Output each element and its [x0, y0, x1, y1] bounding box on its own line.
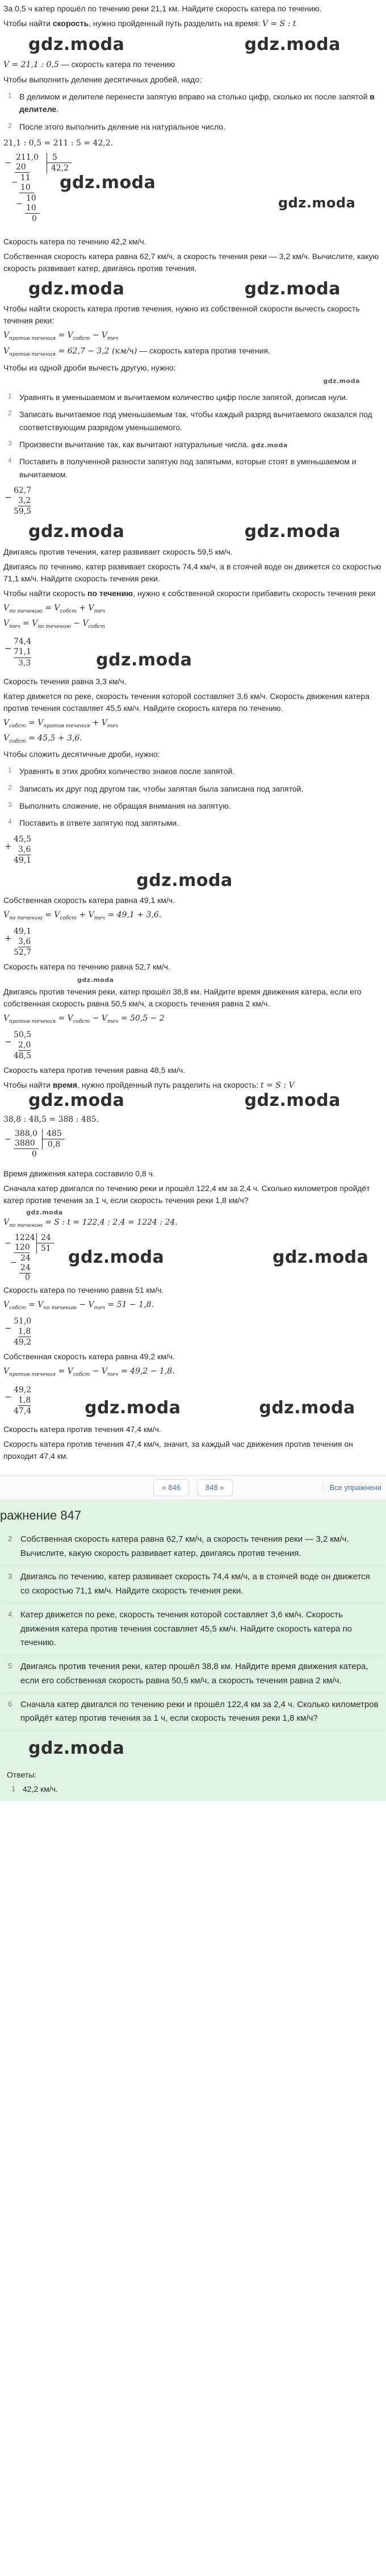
result-6b: Собственная скорость катера равна 49,2 км/ч. — [3, 1352, 175, 1362]
task-4-text: Катер движется по реке, скорость течения которой составляет 3,6 км/ч. Скорость движения катера против течения составляет 45,5 км/ч. Найдите скорость катера по течению. — [3, 691, 370, 713]
list-item: 4 Поставить в ответе запятую под запятыми. — [8, 818, 179, 828]
division-intro: Чтобы выполнить деление десятичных дробей, надо: — [3, 75, 202, 84]
calc-4: $V_{собст} = 45,5 + 3,6$. — [3, 733, 82, 744]
result-2: Двигаясь против течения, катер развивает скорость 59,5 км/ч. — [3, 547, 233, 556]
list-item: 2 Записать вычитаемое под уменьшаемым так, чтобы каждый разряд вычитаемого оказался под соответствующим разрядом уменьшаемого. — [8, 409, 372, 432]
watermark: gdz.moda — [244, 522, 341, 542]
calc-8: $V_{по течению} = S$ : t = 122,4 : 2,4 = 1224 : 24. — [3, 1218, 178, 1229]
list-item: 3 Двигаясь по течению, катер развивает скорость 74,4 км/ч, а в стоячей воде он движется со скоростью 71,1 км/ч. Найдите скорость течения реки. — [3, 1566, 383, 1604]
add-intro: Чтобы сложить десятичные дроби, нужно: — [3, 750, 160, 759]
calc-1: V = 21,1 : 0,5 — скорость катера по течению — [3, 60, 175, 69]
column-subtraction-4: − 51,0 1,8 49,2 — [5, 1316, 32, 1347]
task-6-text: Сначала катер двигался по течению реки и прошёл 122,4 км за 2,4 ч. Сколько километров пройдёт катер против течения за 1 ч, если скорость течения реки 1,8 км/ч? — [3, 1184, 370, 1205]
column-addition-1: + 45,5 3,6 49,1 — [5, 834, 32, 865]
answers — [3, 1761, 383, 1795]
long-division-2: − 388,0 3880 0 485 0,8 — [3, 1129, 383, 1164]
add-steps — [3, 765, 383, 830]
result-5b: Время движения катера составило 0,8 ч. — [3, 1169, 155, 1179]
division-steps — [3, 90, 383, 133]
column-subtraction-1: − 62,7 3,2 59,5 — [5, 486, 32, 517]
answer-1: 1 42,2 км/ч. — [11, 1784, 58, 1794]
watermark: gdz.moda — [272, 1247, 369, 1268]
subtract-steps — [3, 391, 383, 481]
result-1: Скорость катера по течению 42,2 км/ч. — [3, 237, 146, 247]
calc-3: $V_{против течения} = 62,7 - 3,2$ (км/ч) — скорость катера против течения. — [3, 346, 270, 358]
column-subtraction-5: − 49,2 1,8 47,4 — [5, 1385, 32, 1416]
watermark: gdz.moda — [68, 1247, 165, 1268]
exercise-nav — [0, 1475, 386, 1500]
result-5a: Скорость катера против течения равна 48,5 км/ч. — [3, 1066, 186, 1075]
watermark: gdz.moda — [278, 195, 356, 211]
column-addition-2: + 49,1 3,6 52,7 — [5, 926, 32, 958]
result-6d: Скорость катера против течения 47,4 км/ч, значит, за каждый час движения против течения он проходит 47,4 км. — [3, 1439, 353, 1460]
column-subtraction-3: − 50,5 2,0 48,5 — [5, 1030, 32, 1060]
all-exercises-link[interactable]: Все упражнени — [323, 1482, 381, 1493]
list-item: 2 Записать их друг под другом так, чтобы запятая была записана под запятой. — [8, 783, 304, 793]
next-exercise-button[interactable]: 848 » — [197, 1479, 233, 1496]
formula-3b: $V_{теч} = V_{по течению} - V_{собст}$ — [3, 618, 106, 630]
watermark: gdz.moda — [26, 1209, 63, 1217]
list-item: 3 Произвести вычитание так, как вычитают натуральные числа. gdz.moda — [8, 439, 288, 449]
calc-7: 38,8 : 48,5 = 388 : 485. — [3, 1115, 99, 1125]
column-subtraction-2: − 74,4 71,1 3,3 — [5, 637, 32, 668]
result-4a: Собственная скорость катера равна 49,1 км/ч. — [3, 896, 175, 905]
long-division-1: − 211,0 20 − 11 10 − 10 10 0 5 42,2 gdz.moda gdz.moda — [5, 153, 356, 224]
solution — [0, 3, 386, 1471]
answers-label: Ответы: — [7, 1770, 37, 1780]
formula-4a: $V_{собст} = V_{против течения} + V_{теч}$ — [3, 718, 119, 729]
watermark: gdz.moda — [259, 1397, 355, 1418]
prev-exercise-button[interactable]: « 846 — [153, 1479, 189, 1496]
exercise-title: ражнение 847 — [0, 1508, 82, 1522]
list-item: 1 Уравнять в уменьшаемом и вычитаемом количество цифр после запятой, дописав нули. — [8, 392, 348, 402]
subtract-intro: Чтобы из одной дроби вычесть другую, нужно: — [3, 363, 176, 372]
calc-9: $V_{собст} = V_{по течению} - V_{теч} = 51 - 1,8$. — [3, 1300, 154, 1312]
watermark: gdz.moda — [28, 522, 125, 542]
exercise-section — [0, 1500, 386, 1801]
watermark: gdz.moda — [244, 278, 341, 299]
rule-5: Чтобы найти время, нужно пройденный путь разделить на скорость: t = S : V — [3, 1080, 295, 1091]
list-item: 6 Сначала катер двигался по течению реки и прошёл 122,4 км за 2,4 ч. Сколько километров пройдёт катер против течения за 1 ч, если скорость течения реки 1,8 км/ч? — [3, 1693, 383, 1732]
list-item: 4 Катер движется по реке, скорость течения которой составляет 3,6 км/ч. Скорость движения катера против течения составляет 45,5 км/ч. Найдите скорость катера по течению. — [3, 1604, 383, 1655]
intro-text: За 0,5 ч катер прошёл по течению реки 21,1 км. Найдите скорость катера по течению. — [3, 4, 322, 13]
calc-10: $V_{против течения} = V_{собст} - V_{теч} = 49,2 - 1,8$. — [3, 1367, 175, 1378]
watermark: gdz.moda — [60, 173, 156, 193]
list-item: 2 Собственная скорость катера равна 62,7 км/ч, а скорость течения реки — 3,2 км/ч. Вычислите, какую скорость развивает катер, двигаясь против течения. — [3, 1528, 383, 1566]
watermark: gdz.moda — [251, 441, 288, 449]
list-item: 1 В делимом и делителе перенести запятую вправо на столько цифр, сколько их после запятой в делителе. — [8, 91, 375, 114]
speed-rule: Чтобы найти скорость, нужно пройденный путь разделить на время: V = S : t — [3, 19, 296, 28]
watermark: gdz.moda — [28, 1090, 125, 1110]
calc-6: $V_{против течения} = V_{собст} - V_{теч} = 50,5 - 2$ — [3, 1014, 165, 1025]
formula-3a: $V_{по течению} = V_{собст} + V_{теч}$ — [3, 603, 106, 614]
task-2-text: Собственная скорость катера равна 62,7 км/ч, а скорость течения реки — 3,2 км/ч. Вычислите, какую скорость развивает катер, двигаясь против течения. — [3, 252, 379, 273]
watermark: gdz.moda — [323, 377, 360, 385]
watermark: gdz.moda — [244, 34, 341, 55]
formula-2: $V_{против течения} = V_{собст} - V_{теч}$ — [3, 331, 119, 342]
result-6a: Скорость катера по течению равна 51 км/ч. — [3, 1285, 164, 1295]
watermark: gdz.moda — [136, 870, 233, 890]
list-item: 1 Уравнять в этих дробях количество знаков после запятой. — [8, 766, 235, 776]
result-3: Скорость течения равна 3,3 км/ч. — [3, 676, 127, 686]
rule-2: Чтобы найти скорость катера против течения, нужно из собственной скорости вычесть скорость течения реки: — [3, 304, 360, 326]
long-division-3: − 1224 120 − 24 24 0 24 51 gdz.moda gdz.moda — [5, 1233, 369, 1283]
watermark: gdz.moda — [28, 34, 125, 55]
watermark: gdz.moda — [85, 1397, 181, 1418]
list-item: 3 Выполнить сложение, не обращая внимания на запятую. — [8, 801, 231, 811]
watermark: gdz.moda — [28, 1738, 125, 1759]
watermark: gdz.moda — [244, 1090, 341, 1110]
result-6c: Скорость катера против течения 47,4 км/ч. — [3, 1424, 161, 1434]
task-3-text: Двигаясь по течению, катер развивает скорость 74,4 км/ч, а в стоячей воде он движется со скоростью 71,1 км/ч. Найдите скорость течения реки. — [3, 561, 381, 583]
task-5-text: Двигаясь против течения реки, катер прошёл 38,8 км. Найдите время движения катера, если его собственная скорость равна 50,5 км/ч, а скорость течения равна 2 км/ч. — [3, 987, 362, 1009]
watermark: gdz.moda — [96, 650, 192, 670]
watermark: gdz.moda — [28, 278, 125, 299]
result-4b: Скорость катера по течению равна 52,7 км/ч. — [3, 962, 170, 972]
list-item: 5 Двигаясь против течения реки, катер прошёл 38,8 км. Найдите время движения катера, если его собственная скорость равна 50,5 км/ч, а скорость течения равна 2 км/ч. — [3, 1655, 383, 1693]
list-item: 4 Поставить в полученной разности запятую под запятыми, которые стоят в уменьшаемом и вычитаемом. — [8, 456, 356, 479]
watermark: gdz.moda — [77, 976, 114, 984]
rule-3: Чтобы найти скорость по течению, нужно к собственной скорости прибавить скорость течения реки — [3, 588, 376, 598]
calc-5: $V_{по течению} = V_{собст} + V_{теч} = 49,1 + 3,6$. — [3, 910, 162, 922]
page — [0, 3, 386, 1801]
list-item: 2 После этого выполнить деление на натуральное число. — [8, 121, 225, 131]
calc-2: 21,1 : 0,5 = 211 : 5 = 42,2. — [3, 139, 114, 148]
